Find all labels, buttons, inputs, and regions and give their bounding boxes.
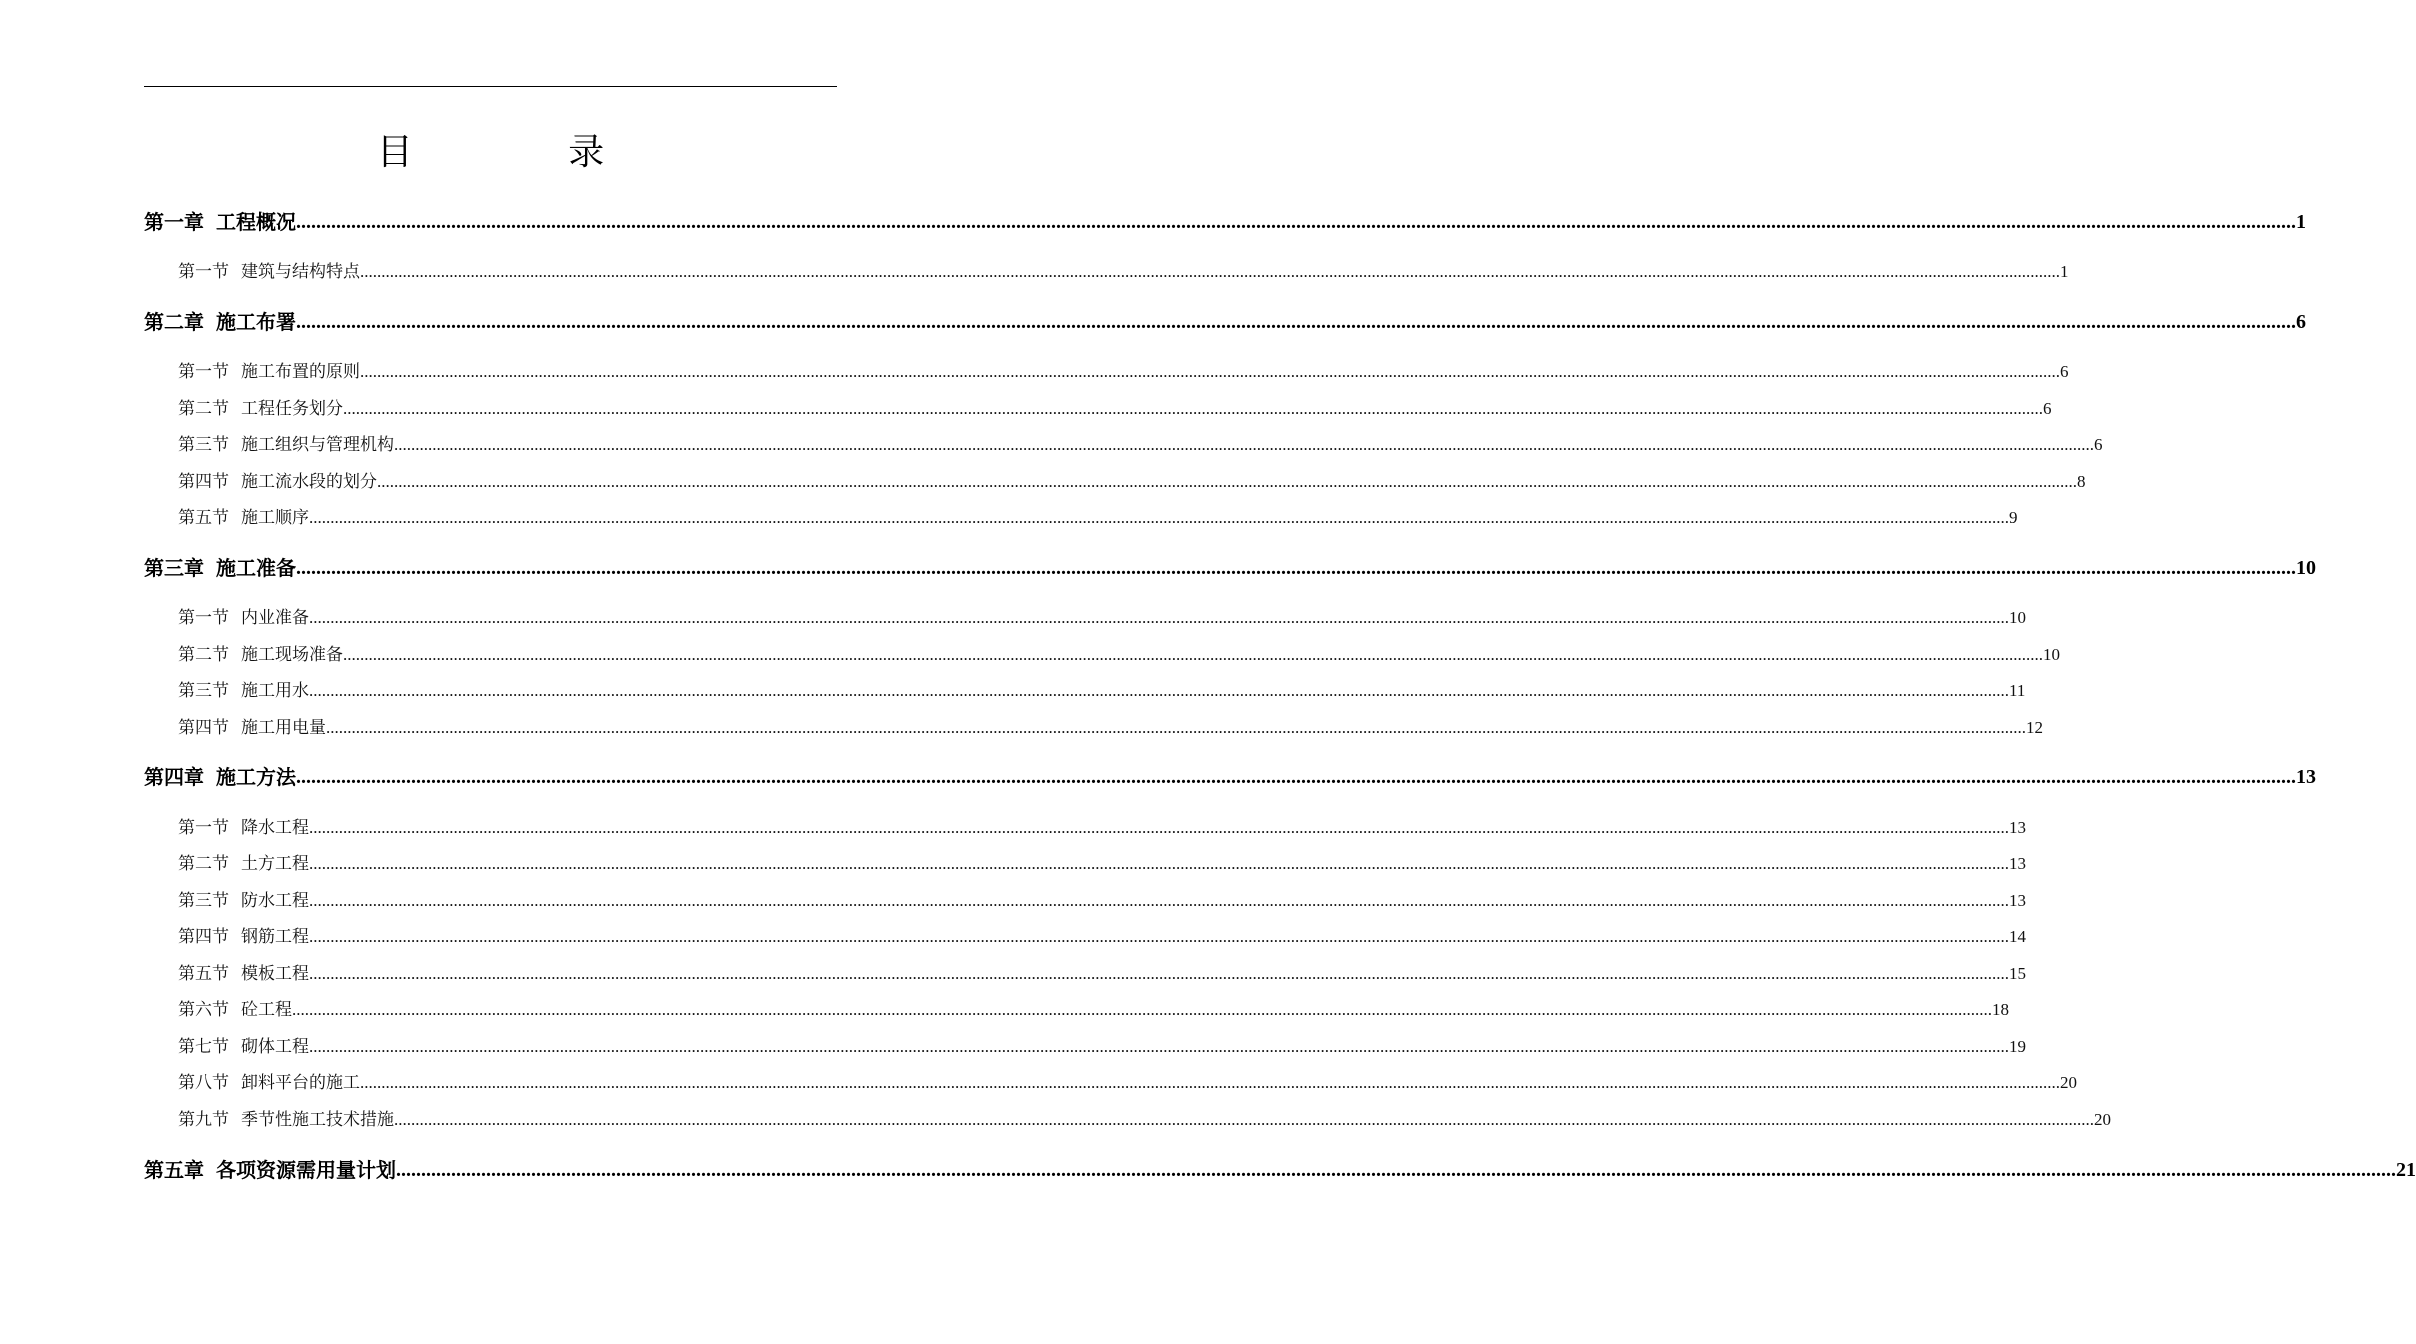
toc-entry-text: 内业准备 [241, 608, 309, 628]
toc-entry-label [144, 553, 296, 583]
toc-leader-dots: ................................................................................................................................................................................................................................................................................................................................................................................................................ [309, 681, 2009, 700]
toc-section-entry[interactable] [178, 715, 2043, 741]
toc-page-number: 12 [2026, 718, 2043, 737]
toc-leader-dots: ................................................................................................................................................................................................................................................................................................................................................................................................................ [309, 964, 2009, 983]
toc-entry-label [178, 1107, 394, 1133]
header-rule [144, 86, 837, 87]
toc-section-entry[interactable] [178, 505, 2018, 531]
toc-entry-prefix: 第四节 [178, 927, 229, 947]
toc-section-entry[interactable] [178, 997, 2009, 1023]
toc-entry-text: 施工顺序 [241, 508, 309, 528]
toc-entry-label [144, 207, 296, 237]
toc-section-entry[interactable] [178, 1070, 2077, 1096]
toc-entry-text: 工程概况 [216, 210, 296, 234]
toc-page-number: 13 [2009, 891, 2026, 910]
toc-entry-text: 施工用电量 [241, 718, 326, 738]
toc-section-entry[interactable] [178, 469, 2086, 495]
toc-entry-prefix: 第七节 [178, 1037, 229, 1057]
toc-leader-dots: ................................................................................................................................................................................................................................................................................................................................................................................................................ [343, 645, 2043, 664]
toc-leader-dots: ................................................................................................................................................................................................................................................................................................................................................................................................................ [394, 1110, 2094, 1129]
toc-leader-dots: ................................................................................................................................................................................................................................................................................................................................................................................................................ [360, 1073, 2060, 1092]
toc-page-number: 6 [2296, 311, 2306, 333]
toc-section-entry[interactable] [178, 678, 2026, 704]
toc-chapter-entry[interactable] [144, 307, 2306, 337]
toc-entry-label [178, 888, 309, 914]
toc-page-number: 1 [2060, 262, 2069, 281]
toc-leader-dots: ................................................................................................................................................................................................................................................................................................................................................................................................................ [296, 311, 2296, 333]
toc-entry-text: 施工方法 [216, 765, 296, 789]
toc-entry-label [178, 359, 360, 385]
toc-page-number: 10 [2009, 608, 2026, 627]
toc-entry-text: 施工布置的原则 [241, 362, 360, 382]
toc-leader-dots: ................................................................................................................................................................................................................................................................................................................................................................................................................ [309, 608, 2009, 627]
toc-page-number: 19 [2009, 1037, 2026, 1056]
toc-page-number: 13 [2009, 818, 2026, 837]
toc-leader-dots: ................................................................................................................................................................................................................................................................................................................................................................................................................ [360, 362, 2060, 381]
toc-section-entry[interactable] [178, 961, 2026, 987]
toc-page-number: 1 [2296, 211, 2306, 233]
toc-entry-label [178, 1034, 309, 1060]
toc-entry-text: 土方工程 [241, 854, 309, 874]
toc-leader-dots: ................................................................................................................................................................................................................................................................................................................................................................................................................ [309, 854, 2009, 873]
toc-entry-text: 砌体工程 [241, 1037, 309, 1057]
toc-entry-prefix: 第五节 [178, 508, 229, 528]
toc-page-number: 15 [2009, 964, 2026, 983]
toc-entry-label [178, 505, 309, 531]
toc-entry-prefix: 第三节 [178, 681, 229, 701]
toc-entry-prefix: 第四节 [178, 718, 229, 738]
toc-entry-prefix: 第一节 [178, 362, 229, 382]
toc-page-number: 6 [2060, 362, 2069, 381]
toc-leader-dots: ................................................................................................................................................................................................................................................................................................................................................................................................................ [309, 818, 2009, 837]
toc-entry-text: 降水工程 [241, 818, 309, 838]
toc-entry-label [178, 997, 292, 1023]
toc-leader-dots: ................................................................................................................................................................................................................................................................................................................................................................................................................ [309, 1037, 2009, 1056]
toc-entry-label [178, 432, 394, 458]
toc-chapter-entry[interactable] [144, 762, 2316, 792]
toc-leader-dots: ................................................................................................................................................................................................................................................................................................................................................................................................................ [360, 262, 2060, 281]
toc-section-entry[interactable] [178, 642, 2060, 668]
toc-leader-dots: ................................................................................................................................................................................................................................................................................................................................................................................................................ [343, 399, 2043, 418]
toc-section-entry[interactable] [178, 359, 2069, 385]
toc-entry-text: 施工布署 [216, 310, 296, 334]
toc-entry-text: 钢筋工程 [241, 927, 309, 947]
toc-page-number: 8 [2077, 472, 2086, 491]
toc-entry-label [178, 469, 377, 495]
toc-entry-text: 砼工程 [241, 1000, 292, 1020]
toc-entry-text: 工程任务划分 [241, 399, 343, 419]
toc-entry-prefix: 第六节 [178, 1000, 229, 1020]
toc-entry-label [178, 715, 326, 741]
toc-entry-label [178, 642, 343, 668]
toc-entry-text: 防水工程 [241, 891, 309, 911]
toc-chapter-entry[interactable] [144, 1155, 2416, 1185]
toc-page-number: 6 [2094, 435, 2103, 454]
toc-title: 目 录 [376, 132, 677, 173]
toc-entry-text: 季节性施工技术措施 [241, 1110, 394, 1130]
toc-page-number: 9 [2009, 508, 2018, 527]
toc-entry-prefix: 第一节 [178, 262, 229, 282]
toc-page-number: 20 [2094, 1110, 2111, 1129]
toc-page-number: 10 [2296, 557, 2316, 579]
toc-section-entry[interactable] [178, 815, 2026, 841]
toc-section-entry[interactable] [178, 851, 2026, 877]
toc-leader-dots: ................................................................................................................................................................................................................................................................................................................................................................................................................ [309, 508, 2009, 527]
toc-entry-prefix: 第三节 [178, 435, 229, 455]
toc-page-number: 18 [1992, 1000, 2009, 1019]
toc-entry-label [178, 605, 309, 631]
toc-entry-prefix: 第一章 [144, 210, 204, 234]
toc-entry-prefix: 第五章 [144, 1158, 204, 1182]
toc-section-entry[interactable] [178, 259, 2069, 285]
toc-leader-dots: ................................................................................................................................................................................................................................................................................................................................................................................................................ [296, 766, 2296, 788]
toc-entry-prefix: 第一节 [178, 608, 229, 628]
toc-entry-prefix: 第八节 [178, 1073, 229, 1093]
toc-leader-dots: ................................................................................................................................................................................................................................................................................................................................................................................................................ [296, 557, 2296, 579]
toc-leader-dots: ................................................................................................................................................................................................................................................................................................................................................................................................................ [377, 472, 2077, 491]
toc-leader-dots: ................................................................................................................................................................................................................................................................................................................................................................................................................ [309, 927, 2009, 946]
toc-entry-prefix: 第二章 [144, 310, 204, 334]
toc-entry-prefix: 第三节 [178, 891, 229, 911]
toc-entry-prefix: 第二节 [178, 399, 229, 419]
toc-page-number: 13 [2009, 854, 2026, 873]
toc-entry-text: 施工用水 [241, 681, 309, 701]
toc-entry-prefix: 第九节 [178, 1110, 229, 1130]
toc-entry-prefix: 第二节 [178, 854, 229, 874]
toc-page-number: 11 [2009, 681, 2026, 700]
toc-section-entry[interactable] [178, 1107, 2111, 1133]
toc-page-number: 6 [2043, 399, 2052, 418]
toc-chapter-entry[interactable] [144, 207, 2306, 237]
toc-entry-prefix: 第二节 [178, 645, 229, 665]
toc-section-entry[interactable] [178, 924, 2026, 950]
toc-entry-label [178, 815, 309, 841]
toc-section-entry[interactable] [178, 396, 2052, 422]
toc-leader-dots: ................................................................................................................................................................................................................................................................................................................................................................................................................ [396, 1159, 2396, 1181]
toc-entry-label [178, 259, 360, 285]
toc-entry-prefix: 第五节 [178, 964, 229, 984]
toc-leader-dots: ................................................................................................................................................................................................................................................................................................................................................................................................................ [309, 891, 2009, 910]
toc-page-number: 10 [2043, 645, 2060, 664]
toc-entry-text: 施工流水段的划分 [241, 472, 377, 492]
toc-section-entry[interactable] [178, 605, 2026, 631]
toc-entry-text: 施工准备 [216, 556, 296, 580]
toc-section-entry[interactable] [178, 1034, 2026, 1060]
toc-entry-label [144, 762, 296, 792]
toc-entry-prefix: 第三章 [144, 556, 204, 580]
toc-entry-text: 施工现场准备 [241, 645, 343, 665]
toc-entry-label [178, 961, 309, 987]
toc-leader-dots: ................................................................................................................................................................................................................................................................................................................................................................................................................ [394, 435, 2094, 454]
toc-entry-label [178, 396, 343, 422]
toc-page-number: 21 [2396, 1159, 2416, 1181]
toc-entry-label [144, 307, 296, 337]
toc-entry-prefix: 第四章 [144, 765, 204, 789]
toc-section-entry[interactable] [178, 888, 2026, 914]
toc-entry-label [178, 924, 309, 950]
toc-entry-text: 卸料平台的施工 [241, 1073, 360, 1093]
toc-leader-dots: ................................................................................................................................................................................................................................................................................................................................................................................................................ [296, 211, 2296, 233]
toc-entry-label [178, 851, 309, 877]
toc-entry-prefix: 第一节 [178, 818, 229, 838]
toc-entry-label [178, 1070, 360, 1096]
toc-leader-dots: ................................................................................................................................................................................................................................................................................................................................................................................................................ [292, 1000, 1992, 1019]
toc-entry-text: 施工组织与管理机构 [241, 435, 394, 455]
toc-section-entry[interactable] [178, 432, 2103, 458]
toc-page-number: 20 [2060, 1073, 2077, 1092]
toc-page-number: 14 [2009, 927, 2026, 946]
toc-entry-prefix: 第四节 [178, 472, 229, 492]
toc-entry-label [144, 1155, 396, 1185]
toc-page-number: 13 [2296, 766, 2316, 788]
toc-entry-text: 各项资源需用量计划 [216, 1158, 396, 1182]
toc-entry-text: 建筑与结构特点 [241, 262, 360, 282]
toc-leader-dots: ................................................................................................................................................................................................................................................................................................................................................................................................................ [326, 718, 2026, 737]
toc-entry-text: 模板工程 [241, 964, 309, 984]
toc-entry-label [178, 678, 309, 704]
toc-chapter-entry[interactable] [144, 553, 2316, 583]
